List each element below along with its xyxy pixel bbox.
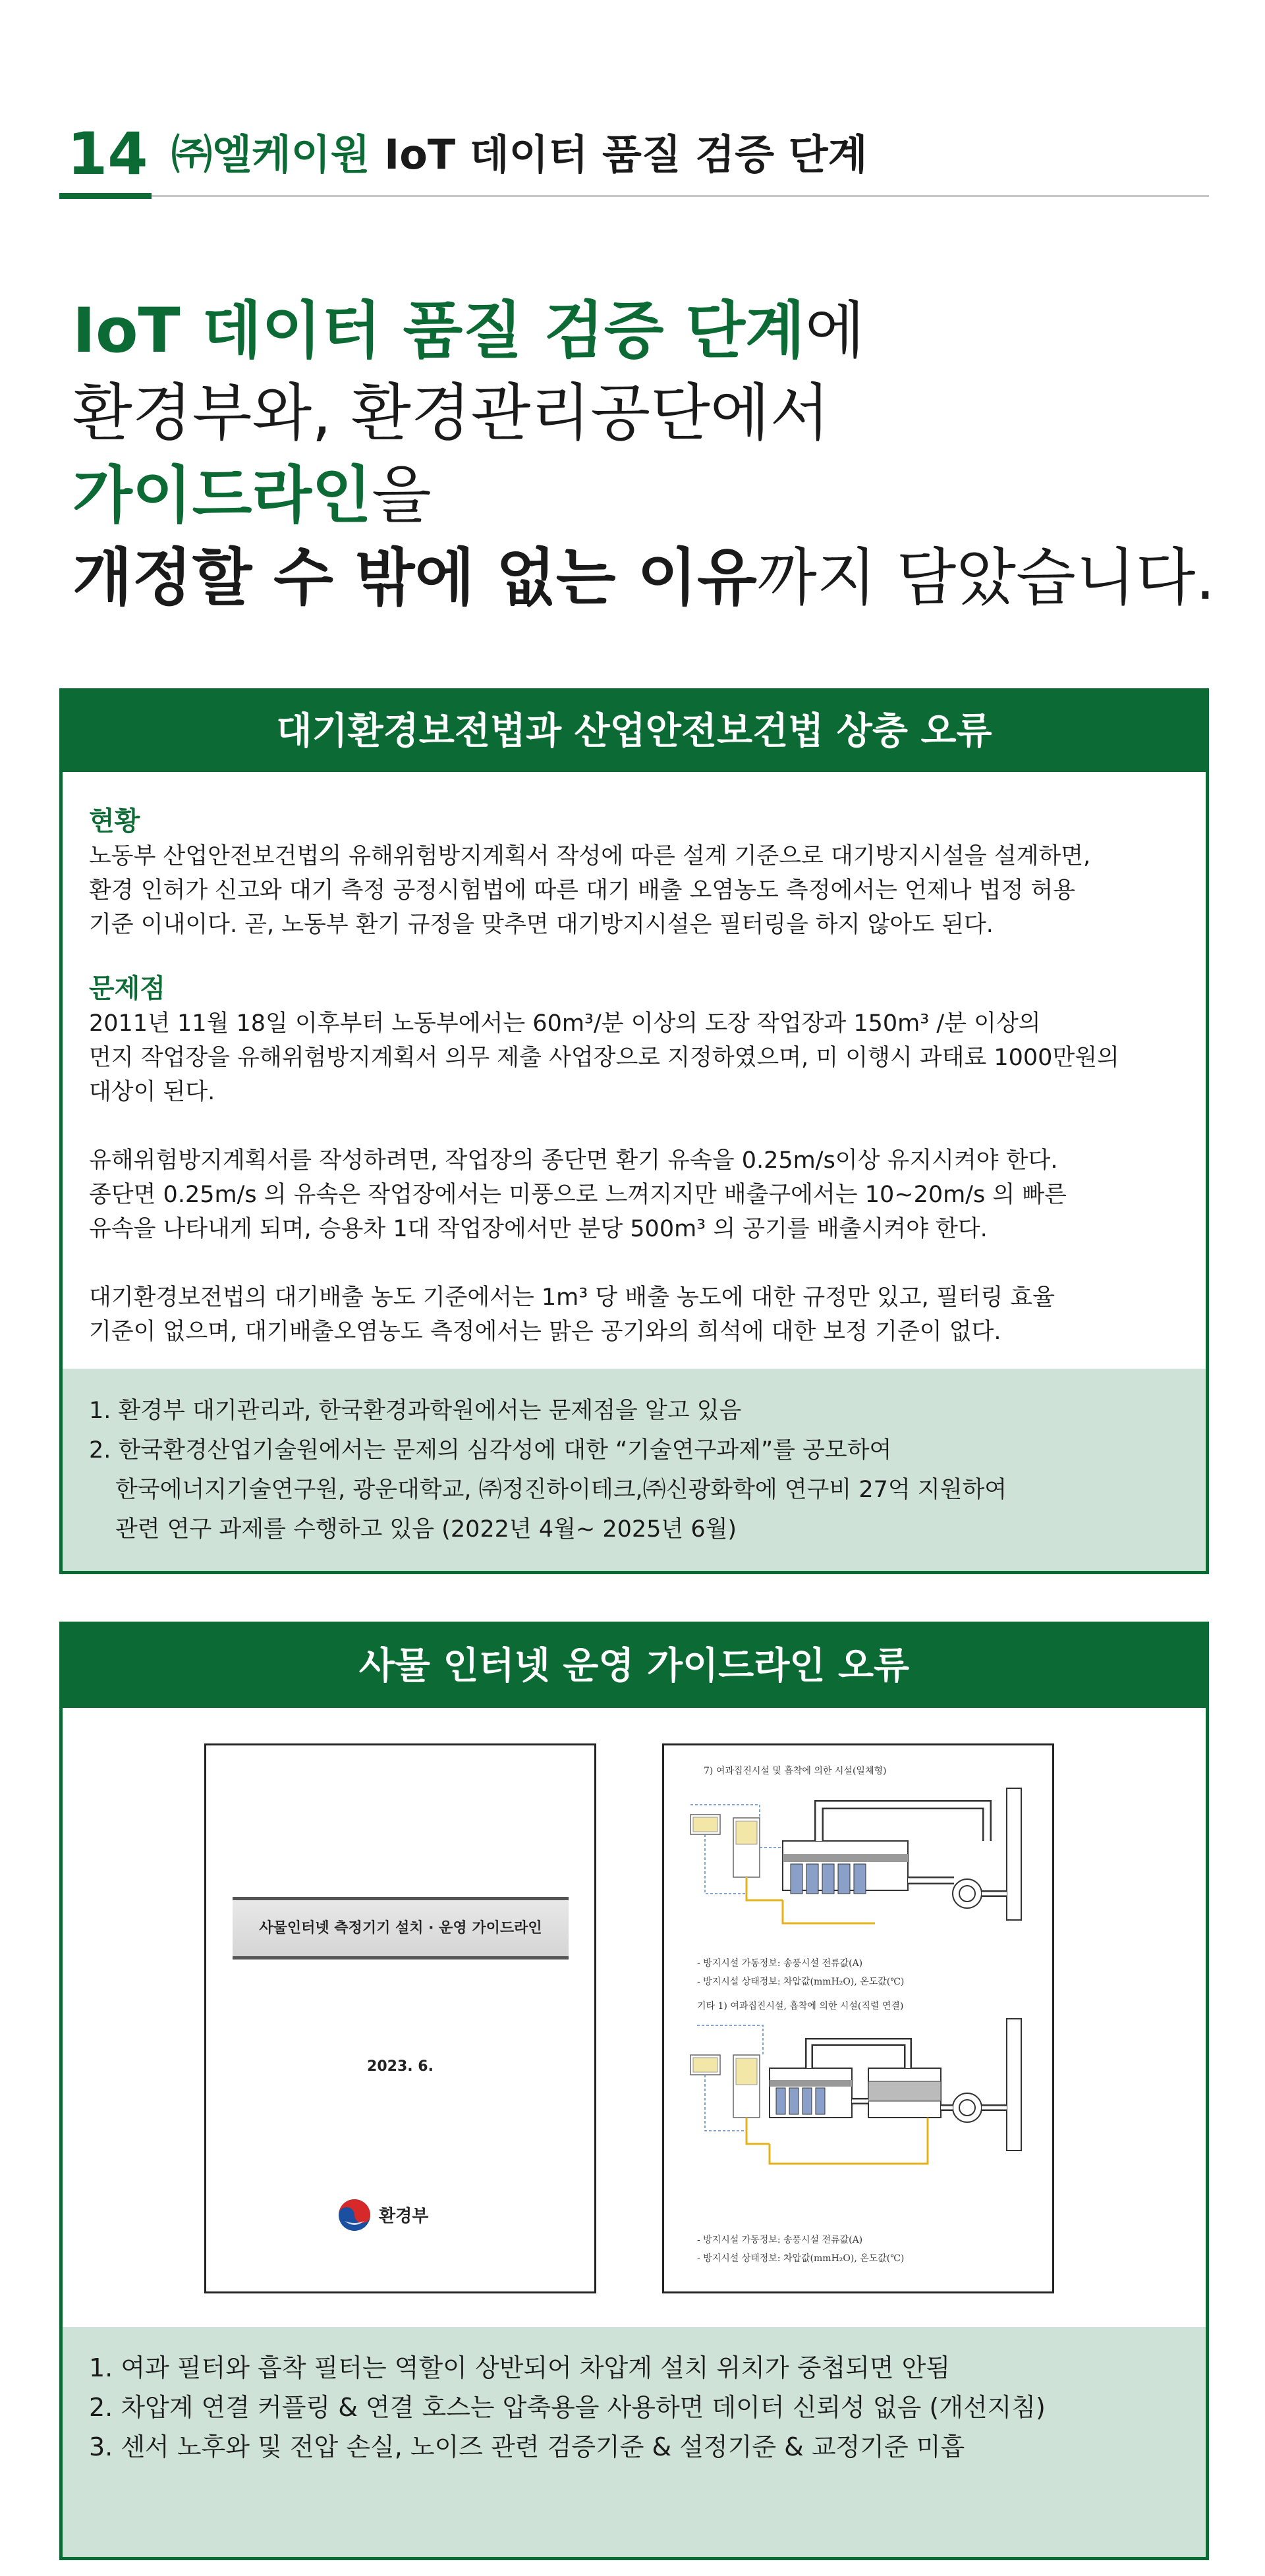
law-conflict-footer bbox=[63, 1369, 1206, 1571]
footer-item: 한국에너지기술연구원, 광운대학교, ㈜정진하이테크,㈜신광화학에 연구비 27억 지원하여 bbox=[115, 1477, 1007, 1503]
footer-item: 1. 환경부 대기관리과, 한국환경과학원에서는 문제점을 알고 있음 bbox=[89, 1398, 742, 1424]
footer-item: 1. 여과 필터와 흡착 필터는 역할이 상반되어 차압계 설치 위치가 중첩되면 안됨 bbox=[89, 2353, 951, 2382]
diagram-note: - 방지시설 가동정보: 송풍시설 전류값(A) bbox=[697, 2235, 863, 2245]
footer-item: 2. 한국환경산업기술원에서는 문제의 심각성에 대한 “기술연구과제”를 공모하여 bbox=[89, 1437, 892, 1464]
hero-l4-rest: 까지 담았습니다. bbox=[756, 542, 1216, 614]
iot-guideline-box bbox=[59, 1622, 1209, 2560]
header-accent-bar bbox=[59, 193, 152, 199]
problem-line: 2011년 11월 18일 이후부터 노동부에서는 60m³/분 이상의 도장 작업장과 150m³ /분 이상의 bbox=[89, 1010, 1041, 1037]
diagram-serial-system bbox=[677, 2015, 1046, 2180]
diagram-heading: 기타 1) 여과집진시설, 흡착에 의한 시설(직렬 연결) bbox=[697, 2001, 904, 2012]
diagram-note: - 방지시설 상태정보: 차압값(mmH₂O), 온도값(℃) bbox=[697, 2253, 905, 2264]
hero-l4-highlight: 개정할 수 밖에 없는 이유 bbox=[72, 542, 757, 614]
guideline-cover-image bbox=[204, 1743, 596, 2293]
status-title: 현황 bbox=[89, 806, 140, 836]
diagram-note: - 방지시설 가동정보: 송풍시설 전류값(A) bbox=[697, 1958, 863, 1969]
guideline-diagram-image bbox=[662, 1743, 1054, 2293]
footer-item: 2. 차압계 연결 커플링 & 연결 호스는 압축용을 사용하면 데이터 신뢰성 없음 (개선지침) bbox=[89, 2393, 1046, 2422]
footer-item: 3. 센서 노후와 및 전압 손실, 노이즈 관련 검증기준 & 설정기준 & 교정기준 미흡 bbox=[89, 2432, 965, 2461]
hero-l3-highlight: 가이드라인 bbox=[72, 460, 372, 532]
cover-date: 2023. 6. bbox=[367, 2058, 434, 2075]
hero-headline bbox=[72, 290, 1232, 619]
hero-l1-rest: 에 bbox=[804, 295, 865, 367]
status-line: 노동부 산업안전보건법의 유해위험방지계획서 작성에 따른 설계 기준으로 대기방지시설을 설계하면, bbox=[89, 843, 1091, 869]
page-number: 14 bbox=[67, 120, 148, 188]
page-header bbox=[59, 120, 1209, 204]
company-name: ㈜엘케이원 bbox=[171, 130, 370, 178]
page-title-text: IoT 데이터 품질 검증 단계 bbox=[370, 130, 868, 178]
cover-title: 사물인터넷 측정기기 설치 · 운영 가이드라인 bbox=[233, 1897, 569, 1959]
law-conflict-body bbox=[89, 804, 1183, 1349]
header-divider bbox=[59, 195, 1209, 197]
ministry-logo-icon bbox=[338, 2199, 371, 2232]
problem-line: 유속을 나타내게 되며, 승용차 1대 작업장에서만 분당 500m³ 의 공기를 배출시켜야 한다. bbox=[89, 1216, 988, 1242]
problem-line: 대상이 된다. bbox=[89, 1079, 215, 1105]
problem-line: 유해위험방지계획서를 작성하려면, 작업장의 종단면 환기 유속을 0.25m/s이상 유지시켜야 한다. bbox=[89, 1147, 1058, 1174]
diagram-heading: 7) 여과집진시설 및 흡착에 의한 시설(일체형) bbox=[704, 1766, 887, 1776]
hero-l3-rest: 을 bbox=[372, 460, 432, 532]
iot-guideline-footer bbox=[63, 2327, 1206, 2557]
law-conflict-box bbox=[59, 688, 1209, 1574]
hero-line-4 bbox=[72, 537, 1232, 619]
hero-line-1 bbox=[72, 290, 1232, 372]
problem-line: 대기환경보전법의 대기배출 농도 기준에서는 1m³ 당 배출 농도에 대한 규정만 있고, 필터링 효율 bbox=[89, 1284, 1055, 1311]
problem-title: 문제점 bbox=[89, 973, 165, 1004]
problem-line: 종단면 0.25m/s 의 유속은 작업장에서는 미풍으로 느껴지지만 배출구에서는 10~20m/s 의 빠른 bbox=[89, 1182, 1067, 1208]
status-line: 기준 이내이다. 곧, 노동부 환기 규정을 맞추면 대기방지시설은 필터링을 하지 않아도 된다. bbox=[89, 912, 994, 938]
iot-guideline-header: 사물 인터넷 운영 가이드라인 오류 bbox=[63, 1625, 1206, 1708]
status-line: 환경 인허가 신고와 대기 측정 공정시험법에 따른 대기 배출 오염농도 측정에서는 언제나 법정 허용 bbox=[89, 877, 1076, 904]
problem-line: 먼지 작업장을 유해위험방지계획서 의무 제출 사업장으로 지정하였으며, 미 이행시 과태료 1000만원의 bbox=[89, 1045, 1119, 1071]
page-title bbox=[171, 130, 868, 178]
problem-line: 기준이 없으며, 대기배출오염농도 측정에서는 맑은 공기와의 희석에 대한 보정 기준이 없다. bbox=[89, 1319, 1001, 1345]
footer-item: 관련 연구 과제를 수행하고 있음 (2022년 4월~ 2025년 6월) bbox=[115, 1516, 737, 1543]
diagram-integrated-system bbox=[677, 1782, 1046, 1946]
hero-line-3 bbox=[72, 454, 1232, 537]
hero-line-2: 환경부와, 환경관리공단에서 bbox=[72, 377, 830, 449]
law-conflict-header: 대기환경보전법과 산업안전보건법 상충 오류 bbox=[63, 692, 1206, 772]
cover-org: 환경부 bbox=[379, 2206, 429, 2226]
hero-l1-highlight: IoT 데이터 품질 검증 단계 bbox=[72, 295, 805, 367]
diagram-note: - 방지시설 상태정보: 차압값(mmH₂O), 온도값(℃) bbox=[697, 1977, 905, 1987]
